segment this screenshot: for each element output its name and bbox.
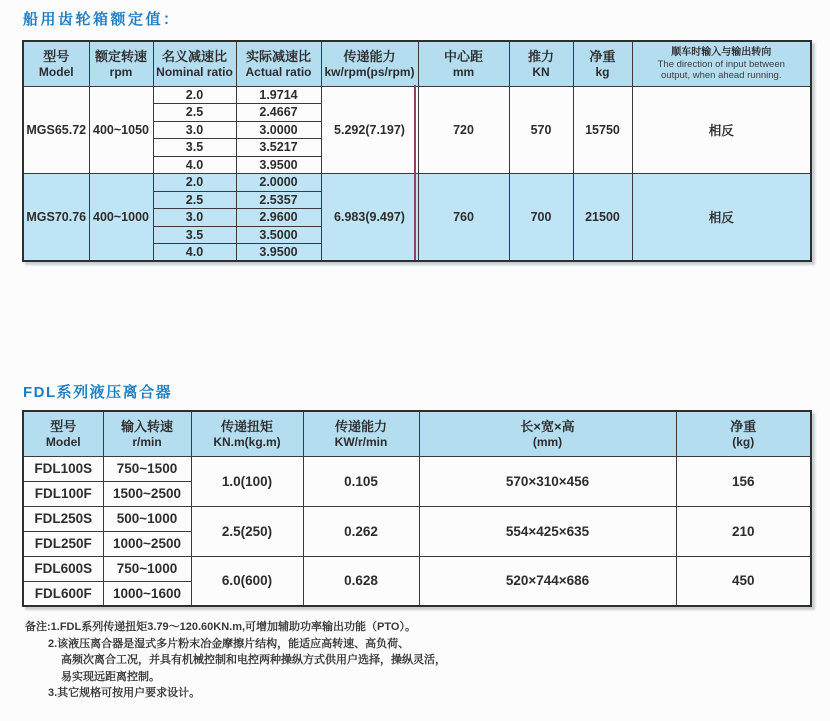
header-en: The direction of input between (657, 58, 785, 70)
footnote-line: 高频次离合工况，并具有机械控制和电控两种操纵方式供用户选择，操纵灵活， (61, 654, 446, 666)
header-zh: 传递扭矩 (220, 418, 273, 434)
torque-cell: 2.5(250) (191, 506, 303, 556)
input-speed-cell: 750~1000 (103, 556, 191, 581)
capacity-cell: 0.628 (303, 556, 419, 606)
model-cell: FDL600S (23, 556, 103, 581)
model-cell: FDL250S (23, 506, 103, 531)
header-en: kg (595, 64, 610, 79)
col-header-direction (632, 41, 811, 86)
actual-ratio-cell: 1.9714 (236, 86, 321, 104)
gearbox-table-wrapper (22, 40, 812, 262)
table-row (23, 506, 811, 531)
red-scan-line (414, 85, 416, 260)
col-header-capacity (321, 41, 418, 86)
header-zh: 实际减速比 (245, 48, 311, 64)
weight-cell: 156 (676, 456, 811, 506)
col-header-net-weight (573, 41, 632, 86)
rated-speed-cell: 400~1050 (89, 86, 153, 174)
footnote-line: 3.其它规格可按用户要求设计。 (48, 687, 201, 699)
actual-ratio-cell: 3.0000 (236, 121, 321, 139)
col-header-capacity (303, 411, 419, 456)
table-row (23, 174, 811, 192)
dimensions-cell: 554×425×635 (419, 506, 676, 556)
clutch-spec-table (22, 410, 812, 607)
center-distance-cell: 720 (418, 86, 509, 174)
header-zh: 中心距 (443, 48, 483, 64)
model-cell: MGS70.76 (23, 174, 89, 262)
header-en: output, when ahead running. (661, 69, 782, 81)
input-speed-cell: 750~1500 (103, 456, 191, 481)
header-en: (mm) (532, 434, 563, 449)
direction-cell: 相反 (632, 86, 811, 174)
input-speed-cell: 1500~2500 (103, 481, 191, 506)
rated-speed-cell: 400~1000 (89, 174, 153, 262)
actual-ratio-cell: 3.9500 (236, 244, 321, 262)
nominal-ratio-cell: 3.0 (153, 209, 236, 227)
footnote-line: 易实现远距离控制。 (61, 670, 160, 683)
col-header-actual-ratio (236, 41, 321, 86)
actual-ratio-cell: 2.4667 (236, 104, 321, 122)
nominal-ratio-cell: 4.0 (153, 156, 236, 174)
header-en: rpm (109, 64, 133, 79)
actual-ratio-cell: 2.9600 (236, 209, 321, 227)
header-zh: 传递能力 (343, 48, 396, 64)
header-zh: 型号 (43, 48, 70, 64)
col-header-thrust (509, 41, 573, 86)
dimensions-cell: 520×744×686 (419, 556, 676, 606)
net-weight-cell: 15750 (573, 86, 632, 174)
model-cell: FDL250F (23, 531, 103, 556)
capacity-cell: 6.983(9.497) (321, 174, 418, 262)
header-en: r/min (132, 434, 162, 449)
col-header-rated-speed (89, 41, 153, 86)
nominal-ratio-cell: 3.5 (153, 139, 236, 157)
nominal-ratio-cell: 3.5 (153, 226, 236, 244)
thrust-cell: 700 (509, 174, 573, 262)
capacity-cell: 0.105 (303, 456, 419, 506)
actual-ratio-cell: 3.9500 (236, 156, 321, 174)
col-header-dimensions (419, 411, 676, 456)
col-header-nominal-ratio (153, 41, 236, 86)
header-zh: 净重 (730, 418, 757, 434)
col-header-model (23, 41, 89, 86)
weight-cell: 210 (676, 506, 811, 556)
capacity-cell: 0.262 (303, 506, 419, 556)
capacity-cell: 5.292(7.197) (321, 86, 418, 174)
header-zh: 名义减速比 (161, 48, 227, 64)
actual-ratio-cell: 2.5357 (236, 191, 321, 209)
gearbox-header-row (23, 41, 811, 86)
model-cell: FDL100S (23, 456, 103, 481)
torque-cell: 6.0(600) (191, 556, 303, 606)
col-header-model (23, 411, 103, 456)
header-zh: 型号 (50, 418, 77, 434)
actual-ratio-cell: 2.0000 (236, 174, 321, 192)
table-row (23, 86, 811, 104)
table-row (23, 556, 811, 581)
header-zh: 推力 (527, 48, 554, 64)
model-cell: FDL100F (23, 481, 103, 506)
footnote-line: 2.该液压离合器是湿式多片粉末冶金摩擦片结构，能适应高转速、高负荷、 (48, 637, 410, 650)
header-en: (kg) (732, 434, 755, 449)
weight-cell: 450 (676, 556, 811, 606)
col-header-torque (191, 411, 303, 456)
header-en: KW/r/min (334, 434, 388, 449)
header-en: Actual ratio (245, 64, 312, 79)
col-header-center-distance (418, 41, 509, 86)
nominal-ratio-cell: 3.0 (153, 121, 236, 139)
nominal-ratio-cell: 4.0 (153, 244, 236, 262)
nominal-ratio-cell: 2.0 (153, 86, 236, 104)
col-header-net-weight (676, 411, 811, 456)
nominal-ratio-cell: 2.5 (153, 104, 236, 122)
header-zh: 长×宽×高 (520, 418, 575, 434)
torque-cell: 1.0(100) (191, 456, 303, 506)
actual-ratio-cell: 3.5217 (236, 139, 321, 157)
gearbox-section-title: 船用齿轮箱额定值： (23, 11, 181, 28)
header-zh: 输入转速 (120, 418, 173, 434)
model-cell: FDL600F (23, 581, 103, 606)
header-zh: 净重 (589, 48, 616, 64)
header-en: KN.m(kg.m) (213, 434, 281, 449)
gearbox-ratings-table (22, 40, 812, 262)
header-zh: 传递能力 (334, 418, 387, 434)
dimensions-cell: 570×310×456 (419, 456, 676, 506)
direction-cell: 相反 (632, 174, 811, 262)
header-en: Model (38, 64, 74, 79)
net-weight-cell: 21500 (573, 174, 632, 262)
input-speed-cell: 1000~1600 (103, 581, 191, 606)
header-zh: 顺车时输入与输出转向 (671, 46, 772, 58)
col-header-input-speed (103, 411, 191, 456)
header-en: KN (532, 64, 550, 79)
center-distance-cell: 760 (418, 174, 509, 262)
clutch-header-row (23, 411, 811, 456)
header-en: kw/rpm(ps/rpm) (324, 64, 415, 79)
input-speed-cell: 500~1000 (103, 506, 191, 531)
actual-ratio-cell: 3.5000 (236, 226, 321, 244)
input-speed-cell: 1000~2500 (103, 531, 191, 556)
nominal-ratio-cell: 2.0 (153, 174, 236, 192)
table-row (23, 456, 811, 481)
clutch-section-title: FDL系列液压离合器 (23, 384, 173, 401)
thrust-cell: 570 (509, 86, 573, 174)
model-cell: MGS65.72 (23, 86, 89, 174)
nominal-ratio-cell: 2.5 (153, 191, 236, 209)
header-en: Nominal ratio (156, 64, 233, 79)
header-zh: 额定转速 (94, 48, 147, 64)
clutch-table-wrapper (22, 410, 812, 607)
header-en: mm (452, 64, 475, 79)
footnotes (25, 619, 446, 702)
footnote-line: 备注:1.FDL系列传递扭矩3.79～120.60KN.m,可增加辅助功率输出功能（PTO）。 (25, 621, 416, 633)
header-en: Model (45, 434, 81, 449)
